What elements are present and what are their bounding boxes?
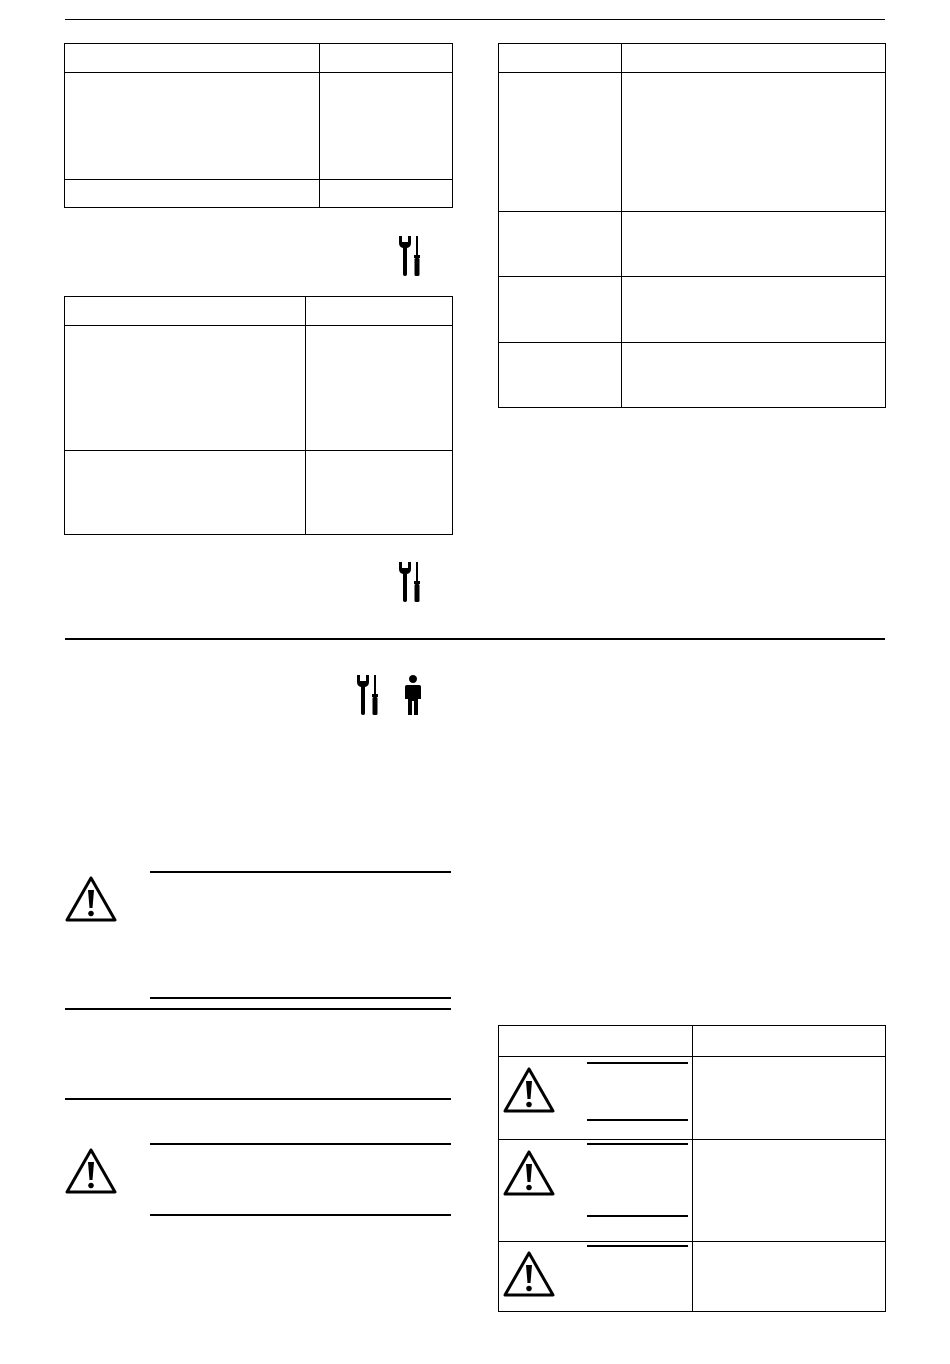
table-cell — [65, 44, 320, 73]
warning-triangle-icon — [64, 875, 118, 923]
warning-top-rule — [587, 1143, 688, 1145]
table-cell — [320, 44, 453, 73]
table-cell — [499, 212, 622, 277]
table-cell — [622, 73, 886, 212]
table-cell — [499, 1026, 693, 1057]
table-bottom-right — [498, 1025, 886, 1312]
table-cell — [65, 297, 306, 326]
table-cell — [693, 1057, 886, 1140]
table-cell — [306, 451, 453, 535]
table-cell — [499, 44, 622, 73]
header-rule — [65, 19, 885, 20]
warning-triangle-icon — [502, 1149, 556, 1197]
table-cell — [499, 1140, 693, 1242]
table-cell — [499, 343, 622, 408]
warning-top-rule — [150, 871, 451, 873]
table-cell — [693, 1242, 886, 1312]
table-cell — [499, 277, 622, 343]
warning-top-rule — [150, 1143, 451, 1145]
table-cell — [306, 326, 453, 451]
table-cell — [65, 73, 320, 180]
table-cell — [693, 1026, 886, 1057]
warning-bottom-rule — [150, 997, 451, 999]
warning-triangle-icon — [64, 1147, 118, 1195]
table-top-right — [498, 43, 886, 408]
warning-bottom-rule — [150, 1214, 451, 1216]
table-cell — [622, 277, 886, 343]
divider — [65, 1098, 451, 1100]
divider — [65, 1008, 451, 1010]
table-cell — [499, 73, 622, 212]
table-cell — [65, 451, 306, 535]
wrench-screwdriver-icon — [397, 562, 423, 602]
table-cell — [499, 1242, 693, 1312]
warning-bottom-rule — [587, 1119, 688, 1121]
table-cell — [622, 343, 886, 408]
section-rule — [65, 638, 885, 640]
table-top-left — [64, 43, 453, 208]
table-cell — [622, 44, 886, 73]
person-icon — [403, 675, 423, 715]
table-cell — [65, 180, 320, 208]
warning-top-rule — [587, 1062, 688, 1064]
table-cell — [320, 180, 453, 208]
wrench-screwdriver-icon — [355, 675, 381, 715]
warning-triangle-icon — [502, 1250, 556, 1298]
table-cell — [499, 1057, 693, 1140]
table-cell — [320, 73, 453, 180]
warning-triangle-icon — [502, 1066, 556, 1114]
table-mid-left — [64, 296, 453, 535]
warning-bottom-rule — [587, 1215, 688, 1217]
table-cell — [622, 212, 886, 277]
warning-top-rule — [587, 1245, 688, 1247]
table-cell — [693, 1140, 886, 1242]
wrench-screwdriver-icon — [397, 236, 423, 276]
table-cell — [65, 326, 306, 451]
table-cell — [306, 297, 453, 326]
